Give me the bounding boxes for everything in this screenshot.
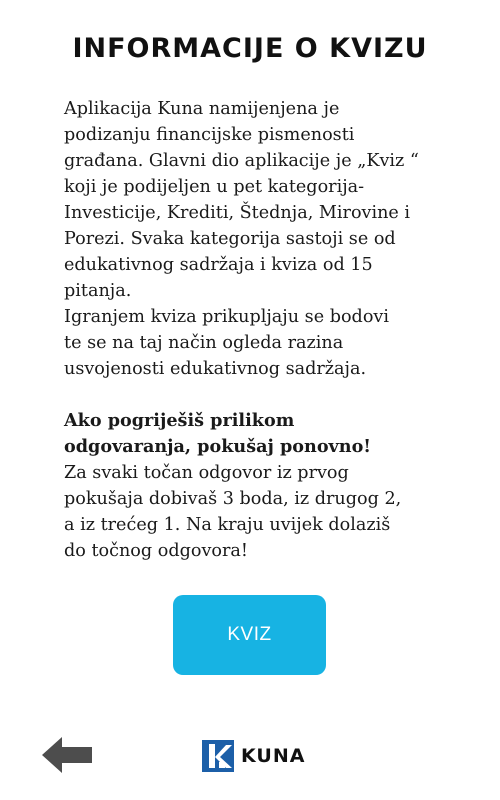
text-line: Za svaki točan odgovor iz prvog bbox=[64, 463, 349, 483]
page-title: INFORMACIJE O KVIZU bbox=[72, 33, 428, 64]
bold-text-line: Ako pogriješiš prilikom bbox=[64, 410, 295, 431]
logo-text: KUNA bbox=[241, 745, 306, 767]
text-line: podizanju financijske pismenosti bbox=[64, 125, 355, 145]
intro-paragraph bbox=[64, 96, 464, 382]
text-line: a iz trećeg 1. Na kraju uvijek dolaziš bbox=[64, 515, 391, 535]
text-line: te se na taj način ogleda razina bbox=[64, 333, 344, 353]
text-line: koji je podijeljen u pet kategorija- bbox=[64, 177, 365, 197]
quiz-info-text bbox=[64, 96, 464, 564]
text-line: Porezi. Svaka kategorija sastoji se od bbox=[64, 229, 396, 249]
kuna-logo bbox=[202, 740, 305, 772]
text-line: edukativnog sadržaja i kviza od 15 bbox=[64, 255, 373, 275]
text-line: građana. Glavni dio aplikacije je „Kviz “ bbox=[64, 151, 419, 171]
text-line: Igranjem kviza prikupljaju se bodovi bbox=[64, 307, 389, 327]
retry-paragraph bbox=[64, 408, 464, 564]
text-line: pokušaja dobivaš 3 boda, iz drugog 2, bbox=[64, 489, 402, 509]
back-button[interactable] bbox=[42, 737, 92, 773]
quiz-button[interactable]: KVIZ bbox=[173, 595, 326, 675]
text-line: pitanja. bbox=[64, 281, 132, 301]
kuna-logo-icon bbox=[202, 740, 234, 772]
text-line: do točnog odgovora! bbox=[64, 541, 248, 561]
bold-text-line: odgovaranja, pokušaj ponovno! bbox=[64, 436, 372, 457]
text-line: usvojenosti edukativnog sadržaja. bbox=[64, 359, 367, 379]
arrow-left-icon bbox=[42, 737, 92, 773]
text-line: Investicije, Krediti, Štednja, Mirovine i bbox=[64, 203, 411, 223]
paragraph-spacer bbox=[64, 382, 464, 408]
text-line: Aplikacija Kuna namijenjena je bbox=[64, 99, 340, 119]
